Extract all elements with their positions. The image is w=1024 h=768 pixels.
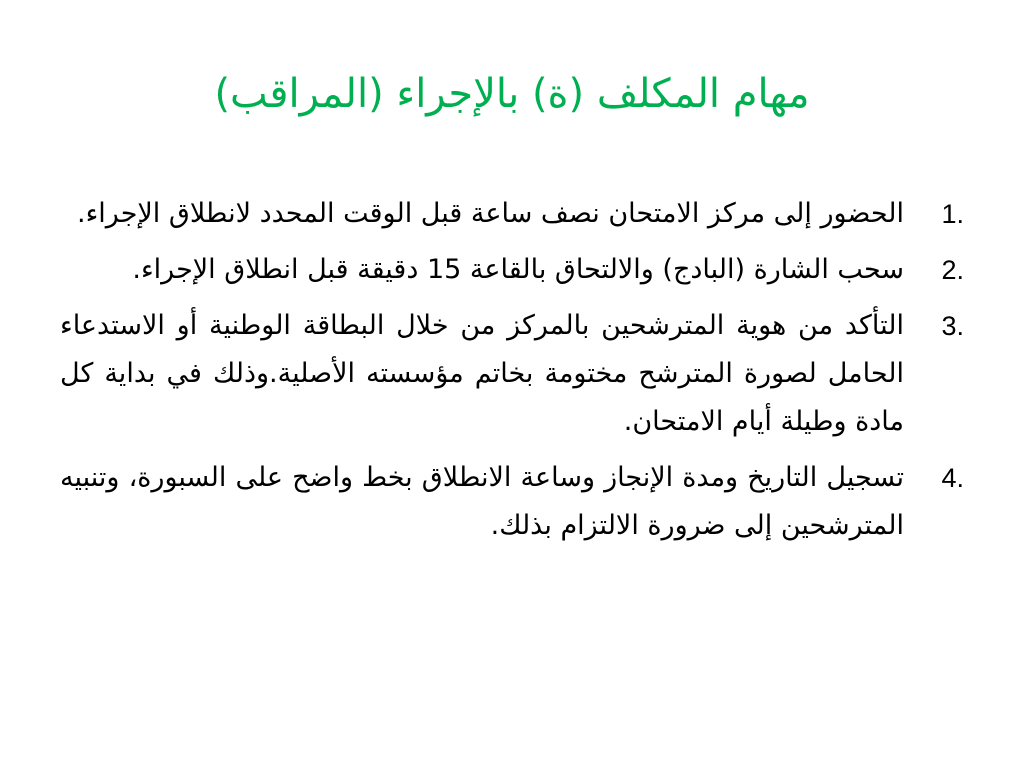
list-item-number: 2. — [941, 255, 964, 285]
list-item-number: 1. — [941, 199, 964, 229]
list-item — [60, 246, 964, 294]
list-item — [60, 190, 964, 238]
list-item — [60, 302, 964, 446]
list-item-text: سحب الشارة (البادج) والالتحاق بالقاعة 15 دقيقة قبل انطلاق الإجراء. — [132, 254, 904, 285]
slide-title: مهام المكلف (ة) بالإجراء (المراقب) — [214, 71, 810, 117]
list-item-number: 3. — [941, 311, 964, 341]
list-item-text: الحضور إلى مركز الامتحان نصف ساعة قبل الوقت المحدد لانطلاق الإجراء. — [77, 198, 904, 229]
task-list — [60, 190, 964, 558]
list-item-text: التأكد من هوية المترشحين بالمركز من خلال البطاقة الوطنية أو الاستدعاء الحامل لصورة المترشح مختومة بخاتم مؤسسته الأصلية.وذلك في بداية كل مادة وطيلة أيام الامتحان. — [60, 310, 904, 437]
list-item — [60, 454, 964, 550]
list-item-text: تسجيل التاريخ ومدة الإنجاز وساعة الانطلاق بخط واضح على السبورة، وتنبيه المترشحين إلى ضرورة الالتزام بذلك. — [60, 462, 904, 541]
list-item-number: 4. — [941, 463, 964, 493]
